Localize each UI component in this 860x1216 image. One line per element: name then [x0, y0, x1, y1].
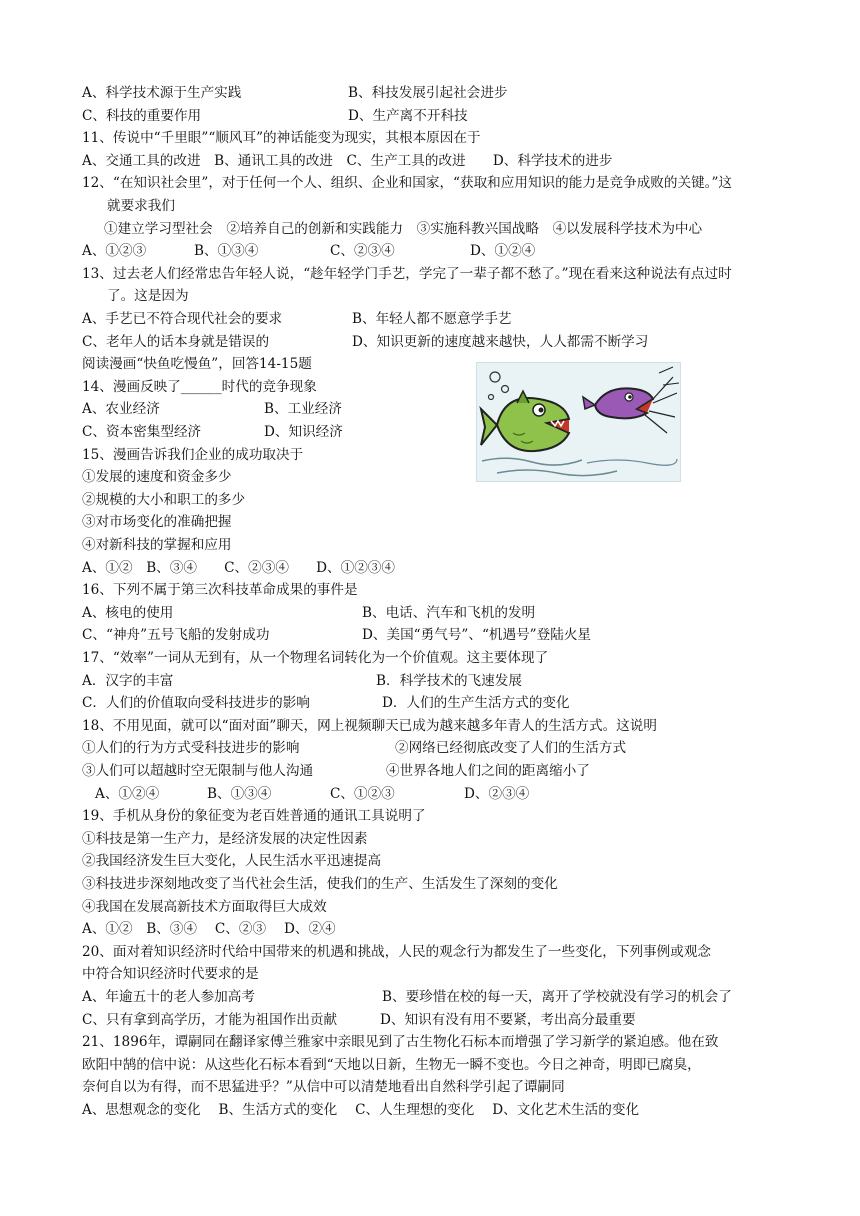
text-segment: A、科学技术源于生产实践 [82, 85, 242, 101]
text-segment: 17、“效率”一词从无到有，从一个物理名词转化为一个价值观。这主要体现了 [82, 650, 549, 666]
text-line [0, 873, 860, 895]
text-segment: 20、面对着知识经济时代给中国带来的机遇和挑战，人民的观念行为都发生了一些变化，下列事例或观念 [82, 943, 712, 960]
text-line [0, 828, 860, 850]
text-segment: 就要求我们 [107, 198, 175, 214]
text-segment: A、交通工具的改进 B、通讯工具的改进 C、生产工具的改进 D、科学技术的进步 [82, 152, 613, 169]
fish-cartoon-image [476, 362, 681, 482]
text-segment: B、①③④ [194, 243, 259, 260]
text-line [0, 263, 860, 285]
text-segment: 中符合知识经济时代要求的是 [82, 966, 259, 983]
text-line [0, 421, 860, 443]
text-segment: ②我国经济发生巨大变化，人民生活水平迅速提高 [82, 853, 382, 870]
text-line [0, 218, 860, 240]
text-segment: 12、“在知识社会里”，对于任何一个人、组织、企业和国家，“获取和应用知识的能力是竞争成败的关键。”这 [82, 175, 733, 192]
text-segment: A、年逾五十的老人参加高考 [82, 989, 255, 1005]
text-line [0, 308, 860, 330]
text-segment: A、①②④ [95, 785, 160, 802]
text-line [0, 82, 860, 104]
text-line [0, 195, 860, 217]
text-line [0, 850, 860, 872]
text-line [0, 715, 860, 737]
text-segment: 21、1896年，谭嗣同在翻译家傅兰雅家中亲眼见到了古生物化石标本而增强了学习新学的紧迫感。他在致 [82, 1034, 719, 1051]
text-line [0, 172, 860, 194]
text-segment: D．人们的生产生活方式的变化 [382, 695, 570, 712]
text-segment: 18、不用见面，就可以“面对面”聊天，网上视频聊天已成为越来越多年青人的生活方式。这说明 [82, 717, 657, 734]
text-segment: A、核电的使用 [82, 604, 174, 621]
text-segment: 13、过去老人们经常忠告年轻人说，“趁年轻学门手艺，学完了一辈子都不愁了。”现在看来这种说法有点过时 [82, 265, 732, 282]
text-segment: ④我国在发展高新技术方面取得巨大成效 [82, 898, 327, 915]
text-segment: ④对新科技的掌握和应用 [82, 537, 232, 553]
text-line [0, 647, 860, 669]
text-line [0, 670, 860, 692]
text-segment: C、“神舟”五号飞船的发射成功 [82, 627, 270, 644]
text-line [0, 398, 860, 420]
text-line [0, 127, 860, 149]
text-segment: D、美国“勇气号”、“机遇号”登陆火星 [362, 627, 592, 644]
text-line [0, 1054, 860, 1076]
text-line [0, 511, 860, 533]
text-segment: D、知识经济 [264, 424, 343, 440]
text-segment: A、①② B、③④ C、②③④ D、①②③④ [82, 559, 395, 576]
text-segment: C、只有拿到高学历，才能为祖国作出贡献 [82, 1011, 338, 1028]
text-line [0, 760, 860, 782]
text-line [0, 444, 860, 466]
text-segment: D、生产离不开科技 [348, 107, 468, 124]
text-segment: A、手艺已不符合现代社会的要求 [82, 311, 283, 327]
text-segment: 了。这是因为 [107, 288, 189, 305]
text-line [0, 1099, 860, 1121]
text-segment: C、①②③ [330, 785, 395, 802]
text-segment: 阅读漫画“快鱼吃慢鱼”，回答14-15题 [82, 356, 312, 373]
text-segment: C．人们的价值取向受科技进步的影响 [82, 695, 310, 712]
text-segment: D、知识更新的速度越来越快，人人都需不断学习 [352, 333, 649, 350]
text-line [0, 624, 860, 646]
text-segment: A、①② B、③④ C、②③ D、②④ [82, 921, 336, 938]
text-segment: B、①③④ [207, 785, 272, 802]
text-line [0, 557, 860, 579]
text-segment: C、资本密集型经济 [82, 424, 202, 440]
text-segment: C、②③④ [330, 243, 395, 260]
text-segment: B、工业经济 [264, 401, 342, 418]
text-segment: B、科技发展引起社会进步 [348, 85, 508, 101]
text-line [0, 941, 860, 963]
text-segment: 15、漫画告诉我们企业的成功取决于 [82, 446, 304, 463]
text-segment: 欧阳中鹄的信中说：从这些化石标本看到“天地以日新，生物无一瞬不变也。今日之神奇，明即已腐臭， [82, 1056, 701, 1073]
text-segment: 16、下列不属于第三次科技革命成果的事件是 [82, 582, 358, 599]
text-segment: B、电话、汽车和飞机的发明 [362, 604, 536, 621]
text-line [0, 1009, 860, 1031]
text-segment: ③对市场变化的准确把握 [82, 514, 232, 531]
fish-cartoon-icon [477, 363, 680, 481]
text-line [0, 240, 860, 262]
text-line [0, 331, 860, 353]
text-segment: ①发展的速度和资金多少 [82, 469, 232, 486]
text-segment: B、要珍惜在校的每一天，离开了学校就没有学习的机会了 [382, 989, 732, 1005]
text-segment: C、老年人的话本身就是错误的 [82, 333, 270, 350]
text-line [0, 1076, 860, 1098]
text-segment: D、②③④ [464, 785, 530, 802]
text-segment: ③人们可以超越时空无限制与他人沟通 [82, 763, 314, 779]
text-line [0, 737, 860, 759]
text-segment: 11、传说中“千里眼”“顺风耳”的神话能变为现实，其根本原因在于 [82, 130, 481, 147]
text-segment: ③科技进步深刻地改变了当代社会生活，使我们的生产、生活发生了深刻的变化 [82, 876, 558, 892]
text-line [0, 805, 860, 827]
text-segment: B、年轻人都不愿意学手艺 [352, 311, 512, 327]
text-line [0, 489, 860, 511]
text-line [0, 376, 860, 398]
text-segment: ①人们的行为方式受科技进步的影响 [82, 740, 300, 757]
text-line [0, 1031, 860, 1053]
text-line [0, 918, 860, 940]
text-line [0, 534, 860, 556]
text-line [0, 285, 860, 307]
text-segment: ④世界各地人们之间的距离缩小了 [386, 763, 590, 779]
text-segment: A．汉字的丰富 [82, 672, 174, 689]
text-line [0, 896, 860, 918]
text-line [0, 602, 860, 624]
text-line [0, 783, 860, 805]
text-line [0, 150, 860, 172]
text-segment: B．科学技术的飞速发展 [376, 672, 522, 689]
text-segment: 19、手机从身份的象征变为老百姓普通的通讯工具说明了 [82, 808, 426, 825]
text-segment: A、农业经济 [82, 401, 160, 418]
text-segment: 奈何自以为有得，而不思猛进乎？”从信中可以清楚地看出自然科学引起了谭嗣同 [82, 1079, 565, 1096]
text-line [0, 105, 860, 127]
text-segment: C、科技的重要作用 [82, 107, 202, 124]
text-line [0, 963, 860, 985]
text-segment: D、知识有没有用不要紧，考出高分最重要 [380, 1011, 636, 1028]
text-segment: D、①②④ [470, 243, 536, 260]
text-line [0, 692, 860, 714]
text-line [0, 353, 860, 375]
text-line [0, 466, 860, 488]
text-segment: ①科技是第一生产力，是经济发展的决定性因素 [82, 830, 368, 847]
text-segment: ②规模的大小和职工的多少 [82, 491, 246, 508]
text-segment: 14、漫画反映了______时代的竞争现象 [82, 378, 317, 395]
text-segment: ②网络已经彻底改变了人们的生活方式 [395, 740, 627, 757]
text-segment: A、①②③ [82, 243, 147, 260]
text-segment: A、思想观念的变化 B、生活方式的变化 C、人生理想的变化 D、文化艺术生活的变化 [82, 1102, 640, 1118]
text-line [0, 986, 860, 1008]
text-segment: ①建立学习型社会 ②培养自己的创新和实践能力 ③实施科教兴国战略 ④以发展科学技术为中心 [104, 220, 703, 237]
text-line [0, 579, 860, 601]
